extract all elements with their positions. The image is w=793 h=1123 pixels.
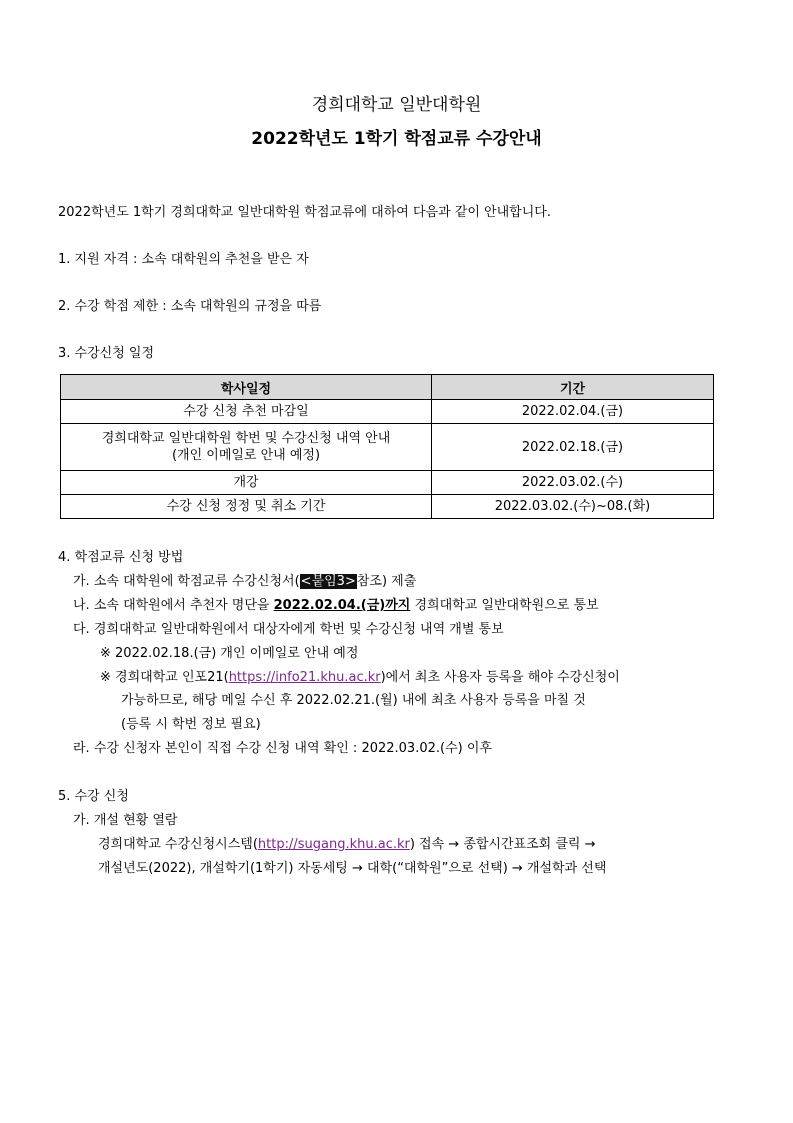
table-cell-event-line2: (개인 이메일로 안내 예정)	[171, 448, 321, 463]
section-4-note-2	[100, 669, 620, 687]
table-header-period: 기간	[432, 375, 714, 400]
table-cell-period: 2022.03.02.(수)~08.(화)	[432, 495, 714, 519]
table-row	[61, 495, 714, 519]
section-4-note-2-line2: 가능하므로, 해당 메일 수신 후 2022.02.21.(월) 내에 최초 사용자 등록을 마칠 것	[121, 693, 586, 708]
section-4-heading: 4. 학점교류 신청 방법	[58, 550, 184, 565]
section-4-item-na	[73, 597, 599, 615]
section-4-item-da: 다. 경희대학교 일반대학원에서 대상자에게 학번 및 수강신청 내역 개별 통보	[73, 622, 504, 637]
section-3-schedule-heading: 3. 수강신청 일정	[58, 346, 155, 361]
section-4-note-2-pre: ※ 경희대학교 인포21(	[100, 670, 229, 685]
table-cell-event: 수강 신청 정정 및 취소 기간	[61, 495, 432, 519]
section-4-item-ga	[73, 573, 416, 591]
table-cell-period: 2022.02.18.(금)	[432, 424, 714, 471]
section-5-line1	[98, 836, 596, 854]
section-5-heading: 5. 수강 신청	[58, 789, 129, 804]
section-5-item-ga: 가. 개설 현황 열람	[73, 813, 178, 828]
section-4-note-1: ※ 2022.02.18.(금) 개인 이메일로 안내 예정	[100, 646, 359, 661]
table-header-event: 학사일정	[61, 375, 432, 400]
section-4-item-na-post: 경희대학교 일반대학원으로 통보	[410, 598, 599, 613]
section-4-item-na-pre: 나. 소속 대학원에서 추천자 명단을	[73, 598, 274, 613]
table-cell-period: 2022.03.02.(수)	[432, 471, 714, 495]
table-cell-event: 개강	[61, 471, 432, 495]
table-cell-period: 2022.02.04.(금)	[432, 400, 714, 424]
deadline-emphasis: 2022.02.04.(금)까지	[273, 598, 411, 613]
schedule-table	[60, 374, 714, 519]
table-row	[61, 471, 714, 495]
attachment-highlight: <붙임3>	[300, 574, 356, 589]
section-4-item-ga-post: 참조) 제출	[356, 574, 417, 589]
sugang-link[interactable]: http://sugang.khu.ac.kr	[257, 837, 410, 852]
section-5-line2: 개설년도(2022), 개설학기(1학기) 자동세팅 → 대학(“대학원”으로 선택) → 개설학과 선택	[98, 861, 607, 876]
section-4-note-2-post: )에서 최초 사용자 등록을 해야 수강신청이	[380, 670, 620, 685]
section-5-line1-post: ) 접속 → 종합시간표조회 클릭 →	[409, 837, 596, 852]
table-row	[61, 400, 714, 424]
document-title-institution: 경희대학교 일반대학원	[311, 95, 482, 115]
info21-link[interactable]: https://info21.khu.ac.kr	[228, 670, 381, 685]
section-2-credit-limit: 2. 수강 학점 제한 : 소속 대학원의 규정을 따름	[58, 299, 322, 314]
table-cell-event	[61, 424, 432, 471]
table-cell-event-line1: 경희대학교 일반대학원 학번 및 수강신청 내역 안내	[101, 431, 391, 446]
section-4-item-ra: 라. 수강 신청자 본인이 직접 수강 신청 내역 확인 : 2022.03.02.(수) 이후	[73, 741, 492, 756]
intro-paragraph: 2022학년도 1학기 경희대학교 일반대학원 학점교류에 대하여 다음과 같이 안내합니다.	[58, 205, 551, 220]
document-title-main: 2022학년도 1학기 학점교류 수강안내	[251, 129, 542, 149]
table-cell-event: 수강 신청 추천 마감일	[61, 400, 432, 424]
section-5-line1-pre: 경희대학교 수강신청시스템(	[98, 837, 258, 852]
table-row	[61, 424, 714, 471]
section-4-item-ga-pre: 가. 소속 대학원에 학점교류 수강신청서(	[73, 574, 300, 589]
section-1-eligibility: 1. 지원 자격 : 소속 대학원의 추천을 받은 자	[58, 252, 309, 267]
section-4-note-2-line3: (등록 시 학번 정보 필요)	[121, 717, 261, 732]
table-header-row	[61, 375, 714, 400]
